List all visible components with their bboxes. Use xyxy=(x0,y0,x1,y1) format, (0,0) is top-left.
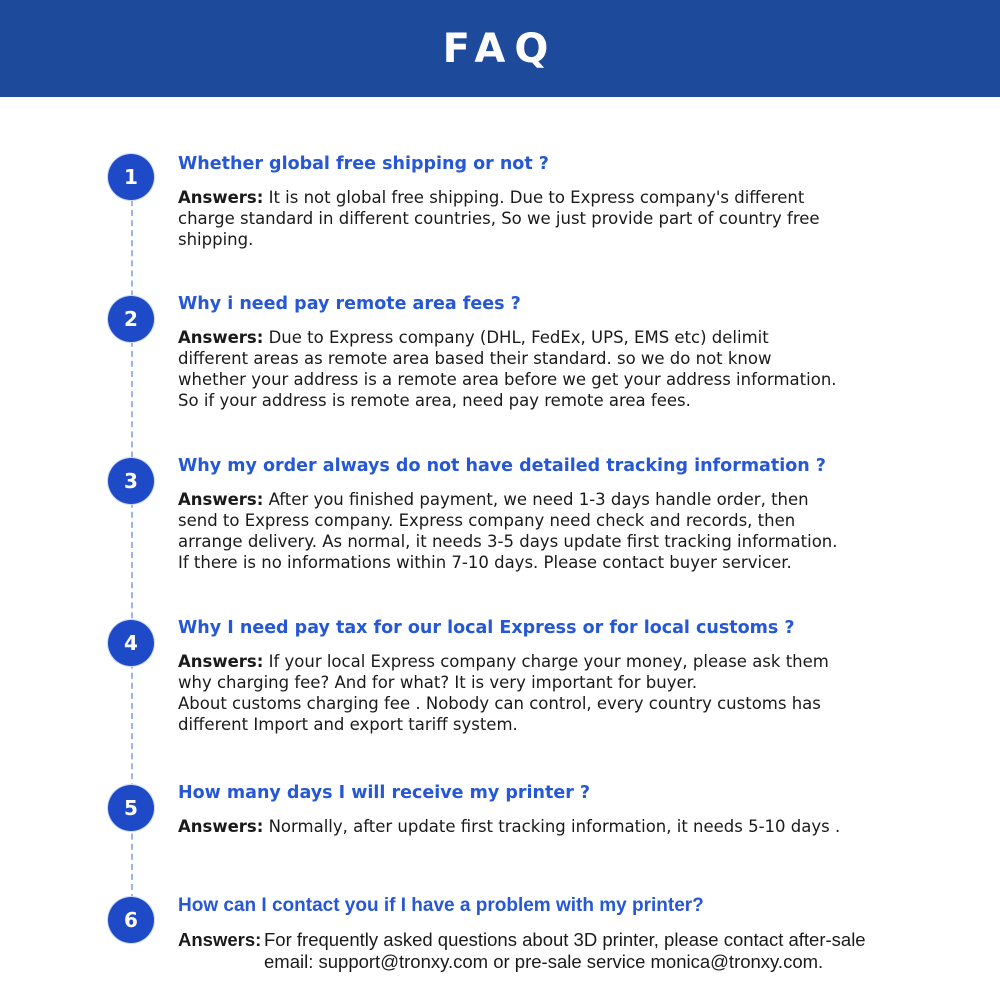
answer-line: After you finished payment, we need 1-3 days handle order, then xyxy=(268,490,809,509)
answer-line: So if your address is remote area, need pay remote area fees. xyxy=(178,391,691,410)
page-title: FAQ xyxy=(442,25,558,72)
answer-label: Answers: xyxy=(178,817,264,836)
number-badge: 2 xyxy=(108,296,154,342)
answer-line: If your local Express company charge your money, please ask them xyxy=(268,652,829,671)
number-badge: 1 xyxy=(108,154,154,200)
number-badge: 4 xyxy=(108,620,154,666)
header-banner xyxy=(0,0,1000,97)
number-badge: 6 xyxy=(108,897,154,943)
answer-label: Answers: xyxy=(178,490,264,509)
faq-question: How can I contact you if I have a problem with my printer? xyxy=(178,895,704,916)
answer-line: For frequently asked questions about 3D printer, please contact after-sale xyxy=(264,929,866,950)
faq-answer xyxy=(178,816,938,837)
answer-line: arrange delivery. As normal, it needs 3-5 days update first tracking information. xyxy=(178,532,838,551)
answer-line: email: support@tronxy.com or pre-sale service monica@tronxy.com. xyxy=(264,951,824,972)
faq-answer xyxy=(178,929,958,973)
answer-line: It is not global free shipping. Due to Express company's different xyxy=(268,188,805,207)
answer-line: whether your address is a remote area before we get your address information. xyxy=(178,370,837,389)
answer-label: Answers: xyxy=(178,188,264,207)
number-badge: 5 xyxy=(108,785,154,831)
faq-answer xyxy=(178,489,938,573)
faq-question: Why my order always do not have detailed tracking information ? xyxy=(178,456,826,476)
answer-line: send to Express company. Express company need check and records, then xyxy=(178,511,796,530)
answer-label: Answers: xyxy=(178,652,264,671)
number-badge: 3 xyxy=(108,458,154,504)
faq-answer xyxy=(178,327,938,411)
faq-question: Why i need pay remote area fees ? xyxy=(178,294,521,314)
faq-question: How many days I will receive my printer ? xyxy=(178,783,591,803)
answer-line: different areas as remote area based their standard. so we do not know xyxy=(178,349,772,368)
answer-line: shipping. xyxy=(178,230,254,249)
faq-question: Why I need pay tax for our local Express or for local customs ? xyxy=(178,618,795,638)
answer-line: If there is no informations within 7-10 days. Please contact buyer servicer. xyxy=(178,553,792,572)
answer-line: different Import and export tariff system. xyxy=(178,715,518,734)
answer-line: why charging fee? And for what? It is very important for buyer. xyxy=(178,673,698,692)
answer-line: Normally, after update first tracking information, it needs 5-10 days . xyxy=(268,817,841,836)
answer-line: About customs charging fee . Nobody can control, every country customs has xyxy=(178,694,821,713)
answer-label: Answers: xyxy=(178,929,262,950)
faq-answer xyxy=(178,187,938,250)
answer-line: Due to Express company (DHL, FedEx, UPS, EMS etc) delimit xyxy=(268,328,769,347)
answer-label: Answers: xyxy=(178,328,264,347)
answer-line: charge standard in different countries, So we just provide part of country free xyxy=(178,209,820,228)
faq-answer xyxy=(178,651,938,735)
faq-question: Whether global free shipping or not ? xyxy=(178,154,549,174)
